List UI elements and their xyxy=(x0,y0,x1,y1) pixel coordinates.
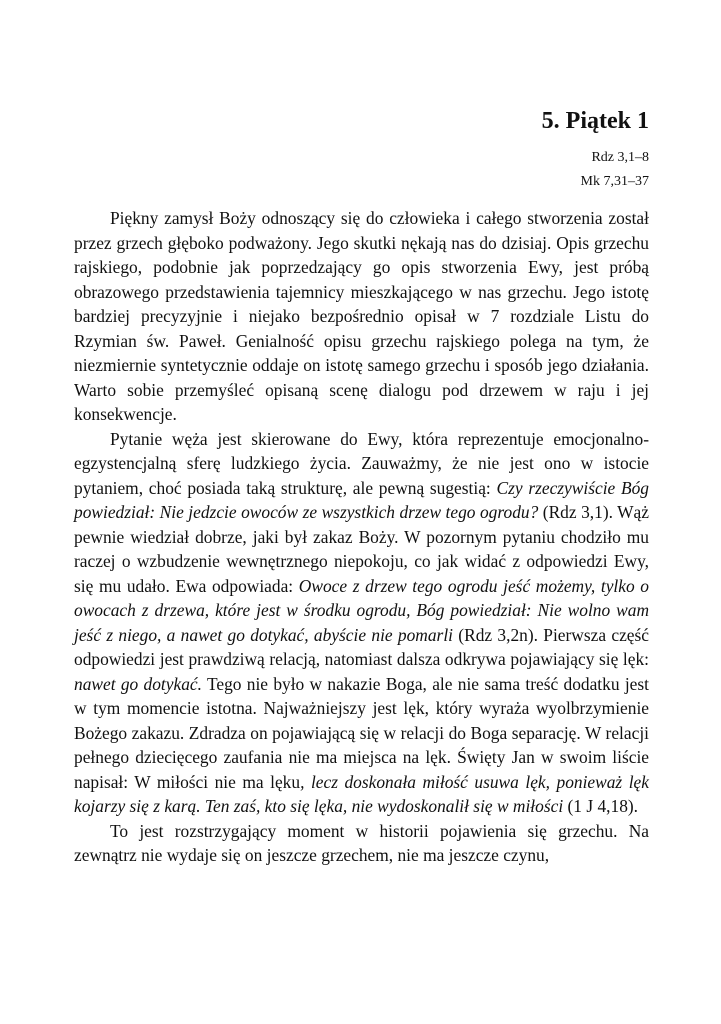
quotation-text: , lecz doskonała miłość usuwa lęk, ponieważ lęk kojarzy się z karą. Ten zaś, kto się lęka, nie wydoskonalił się w miłości xyxy=(74,771,649,816)
quotation-text: Czy rzeczywiście Bóg powiedział: Nie jedzcie owoców ze wszystkich drzew tego ogrodu? xyxy=(74,477,649,522)
paragraph-text: (1 J 4,18). xyxy=(563,796,639,816)
paragraph-text: (Rdz 3,2n). Pierwsza część odpowiedzi jest prawdziwą relacją, natomiast dalsza odkrywa pojawiający się lęk: xyxy=(74,624,649,669)
quotation-text: nawet go dotykać. xyxy=(74,673,202,694)
paragraph xyxy=(74,427,649,819)
paragraph xyxy=(74,206,649,427)
scripture-references xyxy=(581,146,649,194)
paragraph xyxy=(74,819,649,868)
paragraph-text: (Rdz 3,1). Wąż pewnie wiedział dobrze, jaki był zakaz Boży. W pozornym pytaniu chodziło mu raczej o wzbudzenie wewnętrznego niepokoju, co jak widać z odpowiedzi Ewy, się mu udało. Ewa odpowiada: xyxy=(74,502,649,596)
paragraph-text: Tego nie było w nakazie Boga, ale nie sama treść dodatku jest w tym momencie istotna. Najważniejszy jest lęk, który wyraża wyolbrzymienie Bożego zakazu. Zdradza on pojawiającą się w relacji do Boga separację. W relacji pełnego dziecięcego zaufania nie ma miejsca na lęk. Święty Jan w swoim liście napisał: W miłości nie ma lęku xyxy=(74,673,649,792)
paragraph-text: To jest rozstrzygający moment w historii pojawienia się grzechu. Na zewnątrz nie wydaje się on jeszcze grzechem, nie ma jeszcze czynu, xyxy=(74,820,649,865)
scripture-reference: Mk 7,31–37 xyxy=(580,174,649,189)
scripture-reference: Rdz 3,1–8 xyxy=(591,150,649,165)
paragraph-text: Pytanie węża jest skierowane do Ewy, która reprezentuje emocjonalno-egzystencjalną sferę ludzkiego życia. Zauważmy, że nie jest ono w istocie pytaniem, choć posiada taką strukturę, ale pewną sugestią: xyxy=(74,428,649,498)
body-text xyxy=(74,206,649,868)
quotation-text: Owoce z drzew tego ogrodu jeść możemy, tylko o owocach z drzewa, które jest w środku ogrodu, Bóg powiedział: Nie wolno wam jeść z niego, a nawet go dotykać, abyście nie pomarli xyxy=(74,575,649,645)
document-page xyxy=(74,0,649,1024)
paragraph-text: Piękny zamysł Boży odnoszący się do człowieka i całego stworzenia został przez grzech głęboko podważony. Jego skutki nękają nas do dzisiaj. Opis grzechu rajskiego, podobnie jak poprzedzający go opis stworzenia Ewy, jest próbą obrazowego przedstawienia tajemnicy mieszkającego w nas grzechu. Jego istotę bardziej precyzyjnie i niejako bezpośrednio opisał w 7 rozdziale Listu do Rzymian św. Paweł. Genialność opisu grzechu rajskiego polega na tym, że niezmiernie syntetycznie oddaje on istotę samego grzechu i sposób jego działania. Warto sobie przemyśleć opisaną scenę dialogu pod drzewem w raju i jej konsekwencje. xyxy=(74,208,649,424)
page-title: 5. Piątek 1 xyxy=(541,108,649,134)
